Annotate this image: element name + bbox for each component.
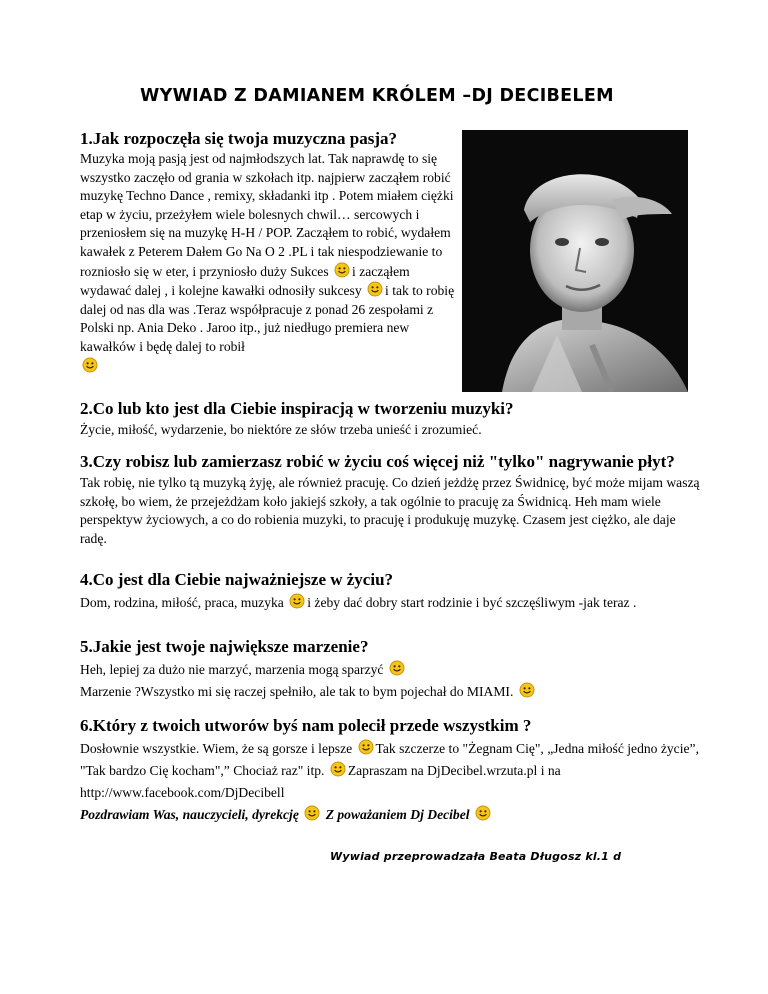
smiley-icon	[330, 761, 346, 777]
greeting-text: Pozdrawiam Was, nauczycieli, dyrekcję	[80, 807, 299, 822]
answer-6-part-2: Tak szczerze to "Żegnam Cię", „Jedna miłość jedno życie”, "Tak bardzo Cię kocham",” Chociaż raz" itp.	[80, 741, 699, 778]
regards-text: Z poważaniem Dj Decibel	[325, 807, 470, 822]
question-5: 5.Jakie jest twoje największe marzenie?	[80, 637, 369, 656]
answer-5-line-1: Heh, lepiej za dużo nie marzyć, marzenia mogą sparzyć	[80, 662, 384, 677]
smiley-icon	[475, 805, 491, 821]
answer-5	[80, 659, 720, 703]
section-4	[80, 570, 700, 614]
answer-4-part-2: i żeby dać dobry start rodzinie i być szczęśliwym -jak teraz .	[307, 595, 637, 610]
question-6: 6.Który z twoich utworów byś nam polecił przede wszystkim ?	[80, 716, 532, 735]
question-2: 2.Co lub kto jest dla Ciebie inspiracją w tworzeniu muzyki?	[80, 399, 514, 418]
smiley-icon	[289, 593, 305, 609]
smiley-icon	[389, 660, 405, 676]
smiley-icon	[304, 805, 320, 821]
page-title: WYWIAD Z DAMIANEM KRÓLEM –DJ DECIBELEM	[140, 86, 614, 106]
answer-1-part-3: i tak to robię dalej od nas dla was .Teraz współpracuje z ponad 26 zespołami z Polski np. Ania Deko . Jaroo itp., już niedługo premiera new kawałków i będę dalej to robił	[80, 283, 455, 354]
smiley-icon	[367, 281, 383, 297]
smiley-icon	[358, 739, 374, 755]
section-6	[80, 716, 700, 826]
answer-6	[80, 738, 700, 804]
signature-line	[80, 804, 700, 826]
answer-4	[80, 592, 700, 614]
section-3	[80, 452, 700, 548]
question-1: 1.Jak rozpoczęła się twoja muzyczna pasja?	[80, 129, 397, 148]
answer-6-part-1: Dosłownie wszystkie. Wiem, że są gorsze i lepsze	[80, 741, 353, 756]
section-5	[80, 637, 720, 703]
answer-3: Tak robię, nie tylko tą muzyką żyję, ale również pracuję. Co dzień jeżdżę przez Świdnicę, być może mijam waszą szkołę, bo wiem, że przejeżdżam koło jakiejś szkoły, a tak ogólnie to pracuję za Świdnicą. Heh mam wiele perspektyw życiowych, a co do robienia muzyki, to pracuję i produkuję muzykę. Czasem jest ciężko, ale daje radę.	[80, 475, 700, 546]
answer-5-line-2: Marzenie ?Wszystko mi się raczej spełniło, ale tak to bym pojechał do MIAMI.	[80, 684, 514, 699]
answer-6-part-3: Zapraszam na DjDecibel.wrzuta.pl i na http://www.facebook.com/DjDecibell	[80, 763, 561, 800]
question-4: 4.Co jest dla Ciebie najważniejsze w życiu?	[80, 570, 394, 589]
portrait-illustration	[462, 130, 688, 392]
author-footer: Wywiad przeprowadzała Beata Długosz kl.1 d	[330, 850, 622, 863]
answer-2: Życie, miłość, wydarzenie, bo niektóre ze słów trzeba unieść i zrozumieć.	[80, 422, 482, 437]
smiley-icon	[334, 262, 350, 278]
portrait-photo	[462, 130, 688, 392]
answer-1	[80, 150, 460, 376]
section-2	[80, 399, 700, 440]
question-3: 3.Czy robisz lub zamierzasz robić w życiu coś więcej niż "tylko" nagrywanie płyt?	[80, 452, 675, 471]
answer-1-part-2: i zacząłem wydawać dalej , i kolejne kawałki odnosiły sukcesy	[80, 263, 410, 299]
smiley-icon	[82, 357, 98, 373]
answer-4-part-1: Dom, rodzina, miłość, praca, muzyka	[80, 595, 284, 610]
answer-1-part-1: Muzyka moją pasją jest od najmłodszych lat. Tak naprawdę to się wszystko zaczęło od grania w szkołach itp. najpierw zacząłem robić muzykę Techno Dance , remixy, składanki itp . Potem miałem ciężki etap w życiu, przeżyłem wiele bolesnych chwil… sercowych i przeniosłem się na muzykę H-H / POP. Zacząłem to robić, wydałem kawałek z Peterem Dałem Go Na O 2 .PL i tak niespodziewanie to rozniosło się w eter, i przyniosło duży Sukces	[80, 151, 454, 279]
smiley-icon	[519, 682, 535, 698]
